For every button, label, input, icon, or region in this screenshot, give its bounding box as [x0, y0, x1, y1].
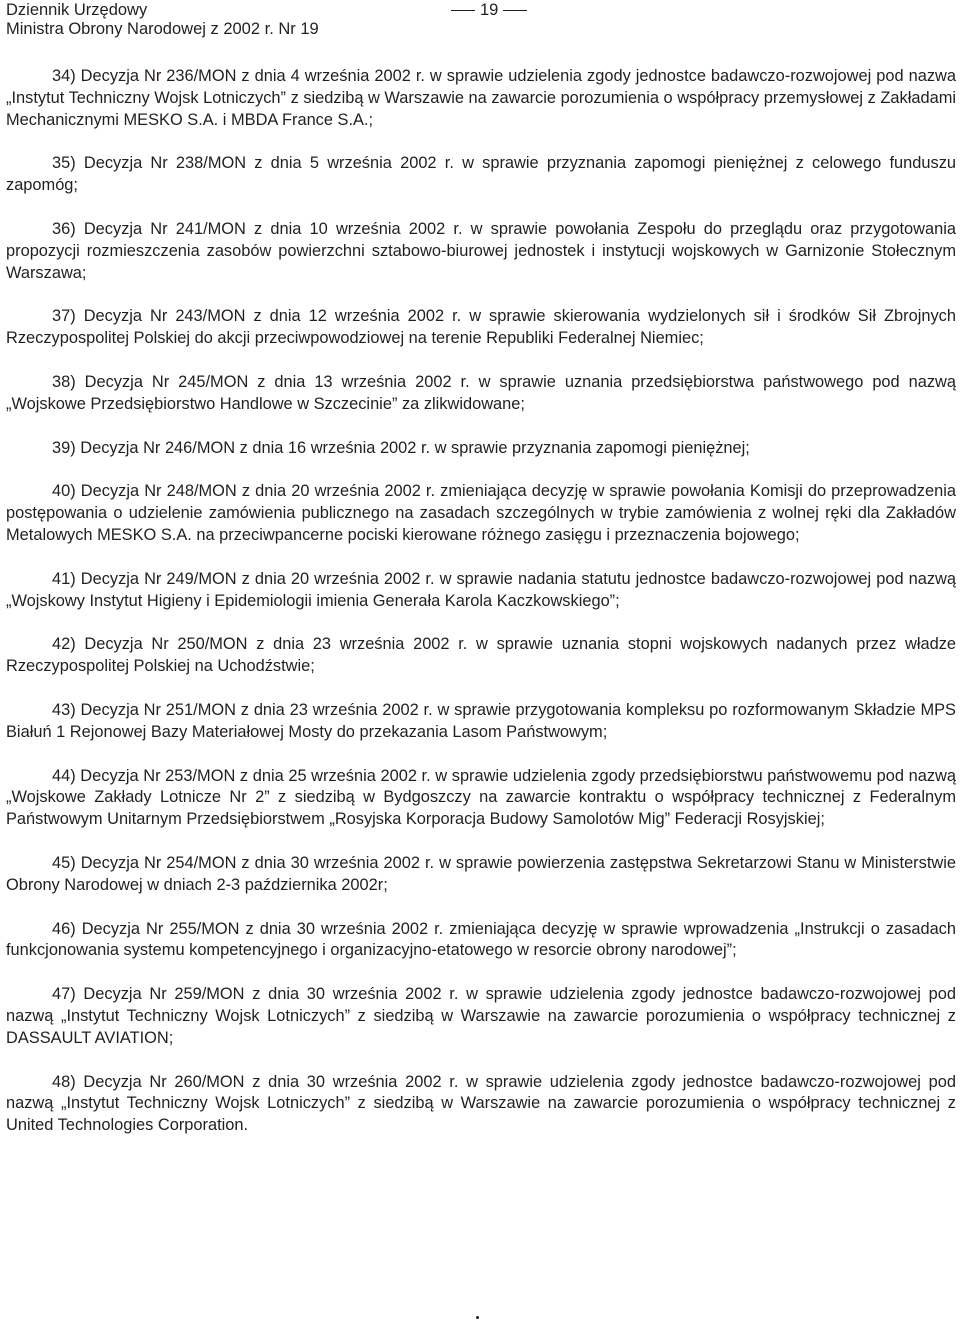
decision-entry-48: 48) Decyzja Nr 260/MON z dnia 30 września 2002 r. w sprawie udzielenia zgody jednostce badawczo-rozwojowej pod nazwą „Instytut Techniczny Wojsk Lotniczych” z siedzibą w Warszawie na zawarcie porozumienia o współpracy technicznej z United Technologies Corporation. — [6, 1072, 956, 1135]
decision-entry-40: 40) Decyzja Nr 248/MON z dnia 20 września 2002 r. zmieniająca decyzję w sprawie powołania Komisji do przeprowadzenia postępowania o udzielenie zamówienia publicznego na zasadach szczególnych w trybie zamówienia z wolnej ręki dla Zakładów Metalowych MESKO S.A. na przeciwpancerne pociski kierowane różnego zasięgu i przeznaczenia bojowego; — [6, 482, 956, 544]
decision-entry-46: 46) Decyzja Nr 255/MON z dnia 30 września 2002 r. zmieniająca decyzję w sprawie wprowadzenia „Instrukcji o zasadach funkcjonowania systemu kompetencyjnego i organizacyjno-etatowego w resorcie obrony narodowej”; — [6, 919, 956, 960]
ministry-line: Ministra Obrony Narodowej z 2002 r. Nr 19 — [6, 20, 319, 38]
page-number-dash-left — [451, 10, 475, 11]
footer-dot — [476, 1316, 479, 1319]
journal-title: Dziennik Urzędowy — [6, 1, 148, 19]
page-number: 19 — [480, 1, 499, 19]
decision-entry-42: 42) Decyzja Nr 250/MON z dnia 23 września 2002 r. w sprawie uznania stopni wojskowych nadanych przez władze Rzeczypospolitej Polskiej na Uchodźstwie; — [6, 635, 956, 676]
page-header — [6, 0, 956, 44]
decision-entry-39: 39) Decyzja Nr 246/MON z dnia 16 września 2002 r. w sprawie przyznania zapomogi pieniężnej; — [52, 438, 750, 457]
decision-entry-41: 41) Decyzja Nr 249/MON z dnia 20 września 2002 r. w sprawie nadania statutu jednostce badawczo-rozwojowej pod nazwą „Wojskowy Instytut Higieny i Epidemiologii imienia Generała Karola Kaczkowskiego”; — [6, 569, 956, 610]
decision-entry-45: 45) Decyzja Nr 254/MON z dnia 30 września 2002 r. w sprawie powierzenia zastępstwa Sekretarzowi Stanu w Ministerstwie Obrony Narodowej w dniach 2-3 października 2002r; — [6, 853, 956, 894]
decision-entry-47: 47) Decyzja Nr 259/MON z dnia 30 września 2002 r. w sprawie udzielenia zgody jednostce badawczo-rozwojowej pod nazwą „Instytut Techniczny Wojsk Lotniczych” z siedzibą w Warszawie na zawarcie porozumienia o współpracy technicznej z DASSAULT AVIATION; — [6, 985, 956, 1047]
decision-entry-35: 35) Decyzja Nr 238/MON z dnia 5 września 2002 r. w sprawie przyznania zapomogi pieniężnej z celowego funduszu zapomóg; — [6, 154, 956, 195]
decision-entry-37: 37) Decyzja Nr 243/MON z dnia 12 września 2002 r. w sprawie skierowania wydzielonych sił i środków Sił Zbrojnych Rzeczypospolitej Polskiej do akcji przeciwpowodziowej na terenie Republiki Federalnej Niemiec; — [6, 307, 956, 348]
decision-entry-38: 38) Decyzja Nr 245/MON z dnia 13 września 2002 r. w sprawie uznania przedsiębiorstwa państwowego pod nazwą „Wojskowe Przedsiębiorstwo Handlowe w Szczecinie” za zlikwidowane; — [6, 372, 956, 413]
header-titles — [6, 1, 319, 39]
decision-entry-43: 43) Decyzja Nr 251/MON z dnia 23 września 2002 r. w sprawie przygotowania kompleksu po rozformowanym Składzie MPS Białuń 1 Rejonowej Bazy Materiałowej Mosty do przekazania Lasom Państwowym; — [6, 700, 956, 741]
decision-list — [6, 66, 956, 1137]
page-number-dash-right — [503, 10, 527, 11]
decision-entry-44: 44) Decyzja Nr 253/MON z dnia 25 września 2002 r. w sprawie udzielenia zgody przedsiębiorstwu państwowemu pod nazwą „Wojskowe Zakłady Lotnicze Nr 2” z siedzibą w Bydgoszczy na zawarcie kontraktu o współpracy technicznej z Federalnym Państwowym Unitarnym Przedsiębiorstwem „Rosyjska Korporacja Budowy Samolotów Mig” Federacji Rosyjskiej; — [6, 766, 956, 829]
page-number-wrapper — [446, 1, 532, 20]
decision-entry-34: 34) Decyzja Nr 236/MON z dnia 4 września 2002 r. w sprawie udzielenia zgody jednostce badawczo-rozwojowej pod nazwa „Instytut Techniczny Wojsk Lotniczych” z siedzibą w Warszawie na zawarcie porozumienia o współpracy przemysłowej z Zakładami Mechanicznymi MESKO S.A. i MBDA France S.A.; — [6, 67, 956, 129]
decision-entry-36: 36) Decyzja Nr 241/MON z dnia 10 września 2002 r. w sprawie powołania Zespołu do przeglądu oraz przygotowania propozycji rozmieszczenia zasobów powierzchni sztabowo-biurowej jednostek i instytucji wojskowych w Garnizonie Stołecznym Warszawa; — [6, 219, 956, 282]
